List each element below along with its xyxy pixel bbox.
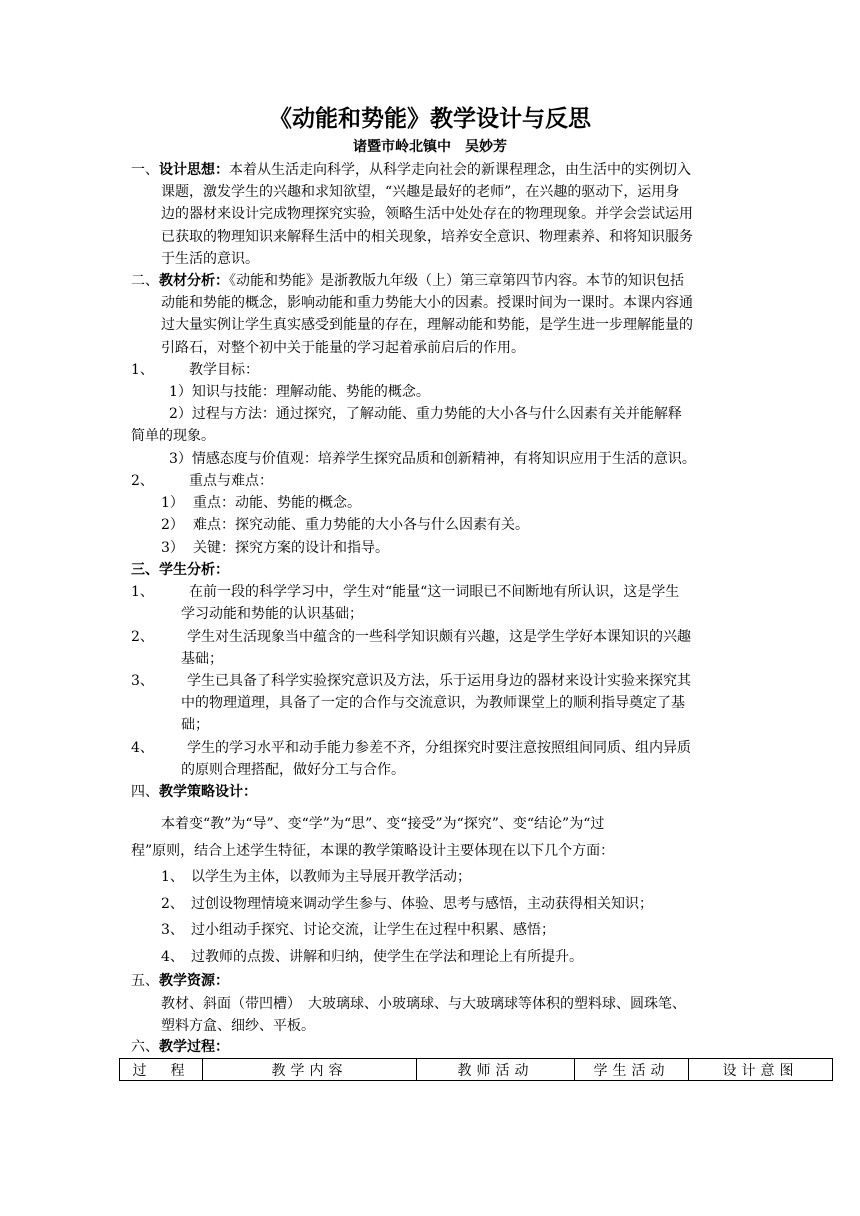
table-header-cell: 教师活动 (417, 1059, 575, 1081)
goal-item: 2）过程与方法：通过探究，了解动能、重力势能的大小各与什么因素有关并能解释 (169, 406, 682, 422)
subheading-keys: 重点与难点： (189, 473, 273, 489)
paragraph-line: 中的物理道理，具备了一定的合作与交流意识，为教师课堂上的顺利指导奠定了基 (181, 695, 685, 711)
list-number: 2、 (131, 629, 154, 645)
section-title: 教学过程： (159, 1039, 229, 1055)
paragraph-line: 学生对生活现象当中蕴含的一些科学知识颇有兴趣，这是学生学好本课知识的兴趣 (187, 629, 691, 645)
paragraph-line: 课题，激发学生的兴趣和求知欲望，“兴趣是最好的老师”，在兴趣的驱动下，运用身 (161, 184, 680, 200)
list-number: 3、 (161, 922, 184, 938)
list-number: 4、 (131, 740, 154, 756)
paragraph-line: 学生的学习水平和动手能力参差不齐，分组探究时要注意按照组间同质、组内异质 (187, 740, 691, 756)
list-number: 2、 (161, 896, 184, 912)
paragraph-line: 塑料方盒、细纱、平板。 (161, 1018, 315, 1034)
list-number: 3、 (131, 673, 154, 689)
paragraph-line: 学生已具备了科学实验探究意识及方法，乐于运用身边的器材来设计实验来探究其 (187, 673, 691, 689)
list-number: 4、 (161, 949, 184, 965)
table-header-cell: 设计意图 (689, 1059, 833, 1081)
section-number: 五、 (131, 973, 159, 989)
section-title: 教学资源： (159, 973, 229, 989)
section-5-heading (131, 970, 229, 992)
paragraph-line: 程”原则，结合上述学生特征，本课的教学策略设计主要体现在以下几个方面： (131, 843, 615, 859)
document-author: 诸暨市岭北镇中 吴妙芳 (353, 139, 507, 155)
paragraph-line: 引路石，对整个初中关于能量的学习起着承前启后的作用。 (161, 340, 525, 356)
table-header-row (120, 1059, 833, 1081)
paragraph-line: 的原则合理搭配，做好分工与合作。 (181, 762, 405, 778)
subheading-goals: 教学目标： (189, 362, 259, 378)
strategy-item: 以学生为主体，以教师为主导展开教学活动； (191, 869, 471, 885)
section-2-heading (131, 270, 684, 292)
paragraph-line: 边的器材来设计完成物理探究实验，领略生活中处处存在的物理现象。并学会尝试运用 (161, 206, 693, 222)
key-item: 重点：动能、势能的概念。 (193, 495, 361, 511)
strategy-item: 过教师的点拨、讲解和归纳，使学生在学法和理论上有所提升。 (191, 949, 583, 965)
section-number: 四、 (131, 784, 159, 800)
list-number: 3） (161, 540, 184, 556)
key-item: 难点：探究动能、重力势能的大小各与什么因素有关。 (193, 517, 529, 533)
paragraph-line: 本着变“教”为“导”、变“学”为“思”、变“接受”为“探究”、变“结论”为“过 (161, 816, 605, 832)
paragraph-line: 教材、斜面（带凹槽） 大玻璃球、小玻璃球、与大玻璃球等体积的塑料球、圆珠笔、 (161, 996, 686, 1012)
section-number: 一、 (131, 162, 159, 178)
goal-item: 3）情感态度与价值观：培养学生探究品质和创新精神，有将知识应用于生活的意识。 (169, 451, 696, 467)
section-title: 教材分析： (159, 273, 229, 289)
goal-item: 1）知识与技能：理解动能、势能的概念。 (169, 384, 430, 400)
paragraph-line: 基础； (181, 651, 223, 667)
process-table (119, 1058, 833, 1081)
table-header-cell: 教学内容 (203, 1059, 417, 1081)
section-4-heading (131, 781, 257, 803)
paragraph-line: 动能和势能的概念，影响动能和重力势能大小的因素。授课时间为一课时。本课内容通 (161, 295, 693, 311)
section-1-heading (131, 159, 691, 181)
list-number: 2） (161, 517, 184, 533)
paragraph-line: 学习动能和势能的认识基础； (181, 606, 363, 622)
key-item: 关键：探究方案的设计和指导。 (193, 540, 389, 556)
list-number: 2、 (131, 473, 154, 489)
paragraph-line: 《动能和势能》是浙教版九年级（上）第三章第四节内容。本节的知识包括 (229, 273, 684, 289)
document-title: 《动能和势能》教学设计与反思 (269, 105, 591, 132)
section-title: 设计思想： (159, 162, 229, 178)
section-6-heading (131, 1036, 229, 1058)
paragraph-line: 础； (181, 717, 209, 733)
section-number: 六、 (131, 1039, 159, 1055)
section-title: 教学策略设计： (159, 784, 257, 800)
paragraph-line: 过大量实例让学生真实感受到能量的存在，理解动能和势能，是学生进一步理解能量的 (161, 317, 693, 333)
strategy-item: 过小组动手探究、讨论交流，让学生在过程中积累、感悟； (191, 922, 555, 938)
table-header-cell: 过 程 (120, 1059, 203, 1081)
section-3-heading: 三、学生分析： (131, 562, 229, 578)
paragraph-line: 于生活的意识。 (161, 251, 259, 267)
list-number: 1、 (131, 362, 154, 378)
paragraph-line: 在前一段的科学学习中，学生对“能量“这一词眼已不间断地有所认识，这是学生 (189, 584, 680, 600)
strategy-item: 过创设物理情境来调动学生参与、体验、思考与感悟，主动获得相关知识； (191, 896, 653, 912)
table-header-cell: 学生活动 (575, 1059, 689, 1081)
list-number: 1、 (131, 584, 154, 600)
goal-item: 简单的现象。 (131, 428, 215, 444)
list-number: 1） (161, 495, 184, 511)
list-number: 1、 (161, 869, 184, 885)
paragraph-line: 本着从生活走向科学，从科学走向社会的新课程理念，由生活中的实例切入 (229, 162, 691, 178)
section-number: 二、 (131, 273, 159, 289)
paragraph-line: 已获取的物理知识来解释生活中的相关现象，培养安全意识、物理素养、和将知识服务 (161, 229, 693, 245)
